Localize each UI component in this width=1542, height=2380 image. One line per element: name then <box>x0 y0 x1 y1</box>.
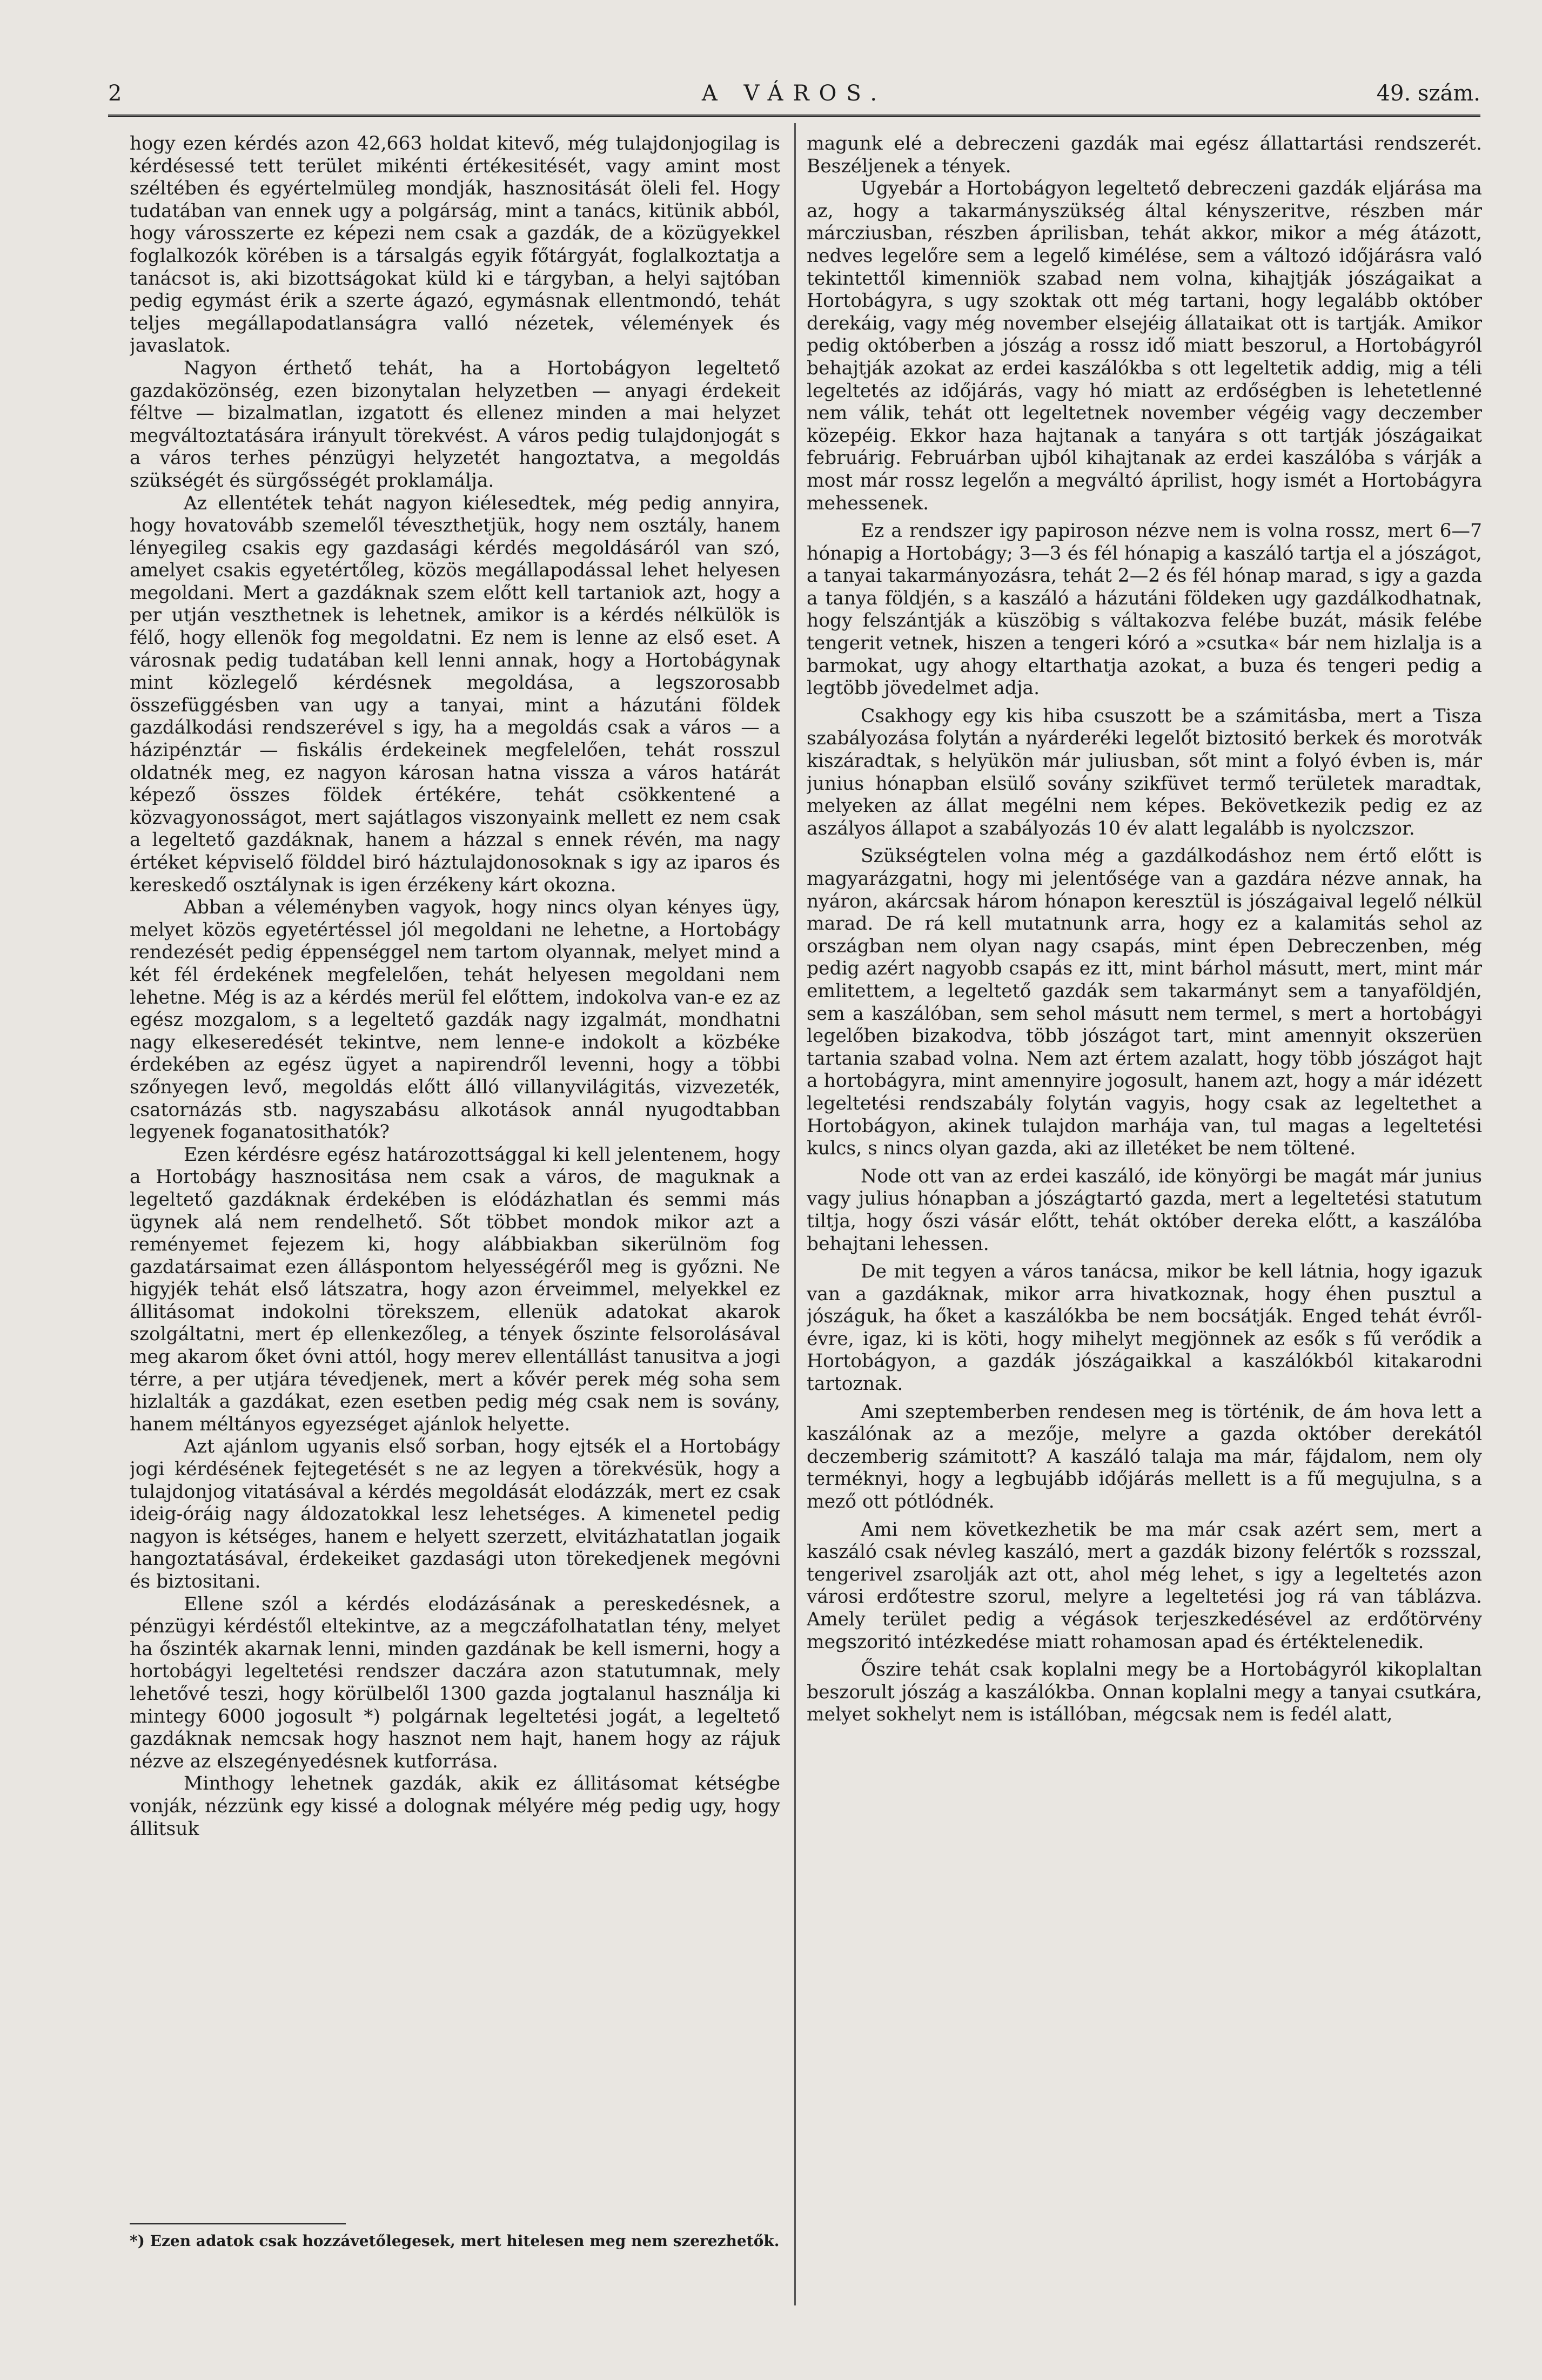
paragraph: Ami nem következhetik be ma már csak azért sem, mert a kaszáló csak névleg kaszáló, mert a gazdák bizony felértők s rozsszal, tengerivel zsarolják azt ott, ahol még lehet, s igy a legeltetés azon városi erdőtestre szorul, melyre a legeltetési jog rá van táblázva. Amely terület pedig a végások terjeszkedésével az erdőtörvény megszoritó intézkedése miatt rohamosan apad és értéktelenedik. <box>807 1518 1482 1653</box>
paragraph: Minthogy lehetnek gazdák, akik ez állitásomat kétségbe vonják, nézzünk egy kissé a dolognak mélyére még pedig ugy, hogy állitsuk <box>130 1773 780 1840</box>
newspaper-title: A VÁROS. <box>701 81 887 106</box>
paragraph: hogy ezen kérdés azon 42,663 holdat kitevő, még tulajdonjogilag is kérdésessé tett terület mikénti értékesitését, vagy amint most széltében és egyértelmüleg mondják, hasznositását öleli fel. Hogy tudatában van ennek ugy a polgárság, mint a tanács, kitünik abból, hogy városszerte ez képezi nem csak a gazdák, de a közügyekkel foglalkozók körében is a társalgás egyik főtárgyát, foglalkoztatja a tanácsot is, aki bizottságokat küld ki e tárgyban, a helyi sajtóban pedig egymást érik a szerte ágazó, egymásnak ellentmondó, tehát teljes megállapodatlanságra valló nézetek, vélemények és javaslatok. <box>130 133 780 357</box>
paragraph: Abban a véleményben vagyok, hogy nincs olyan kényes ügy, melyet közös egyetértéssel jól megoldani ne lehetne, a Hortobágy rendezését pedig éppenséggel nem tartom olyannak, melyet mind a két fél érdekének megfelelően, tehát helyesen megoldani nem lehetne. Még is az a kérdés merül fel előttem, indokolva van-e ez az egész mozgalom, s a legeltető gazdák nagy izgalmát, mondhatni nagy elkeseredését tekintve, nem lenne-e indokolt a közbéke érdekében az egész ügyet a napirendről levenni, hogy a többi szőnyegen levő, megoldás előtt álló villanyvilágitás, vizvezeték, csatornázás stb. nagyszabásu alkotások annál nyugodtabban legyenek foganatosithatók? <box>130 897 780 1144</box>
paragraph: Nagyon érthető tehát, ha a Hortobágyon legeltető gazdaközönség, ezen bizonytalan helyzetben — anyagi érdekeit féltve — bizalmatlan, izgatott és ellenez minden a mai helyzet megváltoztatására irányult törekvést. A város pedig tulajdonjogát s a város terhes pénzügyi helyzetét hangoztatva, a megoldás szükségét és sürgősségét proklamálja. <box>130 357 780 492</box>
paragraph: De mit tegyen a város tanácsa, mikor be kell látnia, hogy igazuk van a gazdáknak, mikor arra hivatkoznak, hogy éhen pusztul a jószáguk, ha őket a kaszálókba be nem bocsátják. Enged tehát évről-évre, igaz, ki is köti, hogy mihelyt megjönnek az esők s fű verődik a Hortobágyon, a gazdák jószágaikkal a kaszálókból kitakarodni tartoznak. <box>807 1261 1482 1395</box>
paragraph: Ellene szól a kérdés elodázásának a pereskedésnek, a pénzügyi kérdéstől eltekintve, az a megczáfolhatatlan tény, melyet ha őszinték akarnak lenni, minden gazdának be kell ismerni, hogy a hortobágyi legeltetési rendszer daczára azon statutumnak, mely lehetővé teszi, hogy körülbelől 1300 gazda jogtalanul használja ki mintegy 6000 jogosult *) polgárnak legeltetési jogát, a legeltető gazdáknak nemcsak hogy hasznot nem hajt, hanem hogy az rájuk nézve az elszegényedésnek kutforrása. <box>130 1593 780 1772</box>
footnote: *) Ezen adatok csak hozzávetőlegesek, mert hitelesen meg nem szerezhetők. <box>130 2232 780 2250</box>
paragraph: Az ellentétek tehát nagyon kiélesedtek, még pedig annyira, hogy hovatovább szemelől téveszthetjük, hogy nem osztály, hanem lényegileg csakis egy gazdasági kérdés megoldásáról van szó, amelyet csakis egyetértőleg, közös megállapodással lehet helyesen megoldani. Mert a gazdáknak szem előtt kell tartaniok azt, hogy a per utján veszthetnek is lehetnek, amikor is a kérdés nélkülök is félő, hogy ellenök fog megoldatni. Ez nem is lenne az első eset. A városnak pedig tudatában kell lenni annak, hogy a Hortobágynak mint közlegelő kérdésnek megoldása, a legszorosabb összefüggésben van ugy a tanyai, mint a házutáni földek gazdálkodási rendszerével s igy, ha a megoldás csak a város — a házipénztár — fiskális érdekeinek megfelelően, tehát rosszul oldatnék meg, ez nagyon károsan hatna vissza a város határát képező összes földek értékére, tehát csökkentené a közvagyonosságot, mert sajátlagos viszonyaink mellett ez nem csak a legeltető gazdáknak, hanem a házzal s ennek révén, ma nagy értéket képviselő földdel biró háztulajdonosoknak s igy az iparos és kereskedő osztálynak is igen érzékeny kárt okozna. <box>130 492 780 896</box>
header-rule <box>108 115 1480 117</box>
paragraph: magunk elé a debreczeni gazdák mai egész állattartási rendszerét. Beszéljenek a tények. <box>807 133 1482 177</box>
page-header <box>108 81 1480 113</box>
footnote-rule <box>130 2223 346 2224</box>
paragraph: Szükségtelen volna még a gazdálkodáshoz nem értő előtt is magyarázgatni, hogy mi jelentősége van a gazdára nézve annak, ha nyáron, akárcsak három hónapon keresztül is jószágaival legelő nélkül marad. De rá kell mutatnunk arra, hogy ez a kalamitás sehol az országban nem olyan nagy csapás, mint épen Debreczenben, még pedig azért nagyobb csapás ez itt, mint bárhol másutt, mert, mint már emlitettem, a legeltető gazdák sem takarmányt sem a tanyaföldjén, sem a kaszálóban, sem sehol másutt nem termel, s mert a hortobágyi legelőben bizakodva, több jószágot tart, mint amennyit okszerüen tartania szabad volna. Nem azt értem azalatt, hogy több jószágot hajt a hortobágyra, mint amennyire jogosult, hanem azt, hogy a már idézett legeltetési rendszabály folytán vagyis, hogy csak az legeltethet a Hortobágyon, akinek tulajdon marhája van, tul magas a legeltetési kulcs, s nincs olyan gazda, aki az illetéket be nem töltené. <box>807 845 1482 1160</box>
paragraph: Azt ajánlom ugyanis első sorban, hogy ejtsék el a Hortobágy jogi kérdésének fejtegetését s ne az legyen a törekvésük, hogy a tulajdonjog vitatásával a kérdés megoldását elodázzák, mert ez csak ideig-óráig nagy áldozatokkal lesz lehetséges. A kimenetel pedig nagyon is kétséges, hanem e helyett szerzett, elvitázhatatlan jogaik hangoztatásával, érdekeiket gazdasági uton törekedjenek megóvni és biztositani. <box>130 1436 780 1592</box>
paragraph: Csakhogy egy kis hiba csuszott be a számitásba, mert a Tisza szabályozása folytán a nyárderéki legelőt biztositó berkek és morotvák kiszáradtak, s helyükön már juliusban, sőt mint a folyó évben is, már junius hónapban elsülő sovány szikfüvet termő területek maradtak, melyeken az állat megélni nem képes. Bekövetkezik pedig ez az aszályos állapot a szabályozás 10 év alatt legalább is nyolczszor. <box>807 705 1482 839</box>
paragraph: Őszire tehát csak koplalni megy be a Hortobágyról kikoplaltan beszorult jószág a kaszálókba. Onnan koplalni megy a tanyai csutkára, melyet sokhelyt nem is istállóban, mégcsak nem is fedél alatt, <box>807 1659 1482 1726</box>
paragraph: Ezen kérdésre egész határozottsággal ki kell jelentenem, hogy a Hortobágy hasznositása nem csak a város, de maguknak a legeltető gazdáknak érdekében is elódázhatlan és semmi más ügynek alá nem rendelhető. Sőt többet mondok mikor azt a reményemet fejezem ki, hogy alábbiakban sikerülnöm fog gazdatársaimat ezen álláspontom helyességéről meg is győzni. Ne higyjék tehát első látszatra, hogy azon érveimmel, melyekkel ez állitásomat indokolni törekszem, ellenük adatokat akarok szolgáltatni, mert ép ellenkezőleg, a tények őszinte felsorolásával meg akarom őket óvni attól, hogy merev ellentállást tanusitva a jogi térre, a per utjára tévedjenek, mert a kővér perek még soha sem hizlalták a gazdákat, ezen esetben pedig még csak nem is sovány, hanem méltányos egyezséget ajánlok helyette. <box>130 1144 780 1435</box>
paragraph: Ugyebár a Hortobágyon legeltető debreczeni gazdák eljárása ma az, hogy a takarmányszükség által kényszeritve, részben már márcziusban, részben áprilisban, tehát akkor, mikor a még átázott, nedves legelőre sem a legelő kimélése, sem a változó időjárásra való tekintettől kimenniök szabad nem volna, kihajtják jószágaikat a Hortobágyra, s ugy szoktak ott még tartani, hogy legalább október derekáig, vagy még november elsejéig állataikat ott is tartják. Amikor pedig októberben a jószág a rossz idő miatt beszorul, a Hortobágyról behajtják azokat az erdei kaszálókba s ott legeltetik addig, mig a téli legeltetés az időjárás, vagy hó miatt az erdőségben is lehetetlenné nem válik, tehát ott legeltetnek november végéig vagy deczember közepéig. Ekkor haza hajtanak a tanyára s ott tartják jószágaikat februárig. Februárban ujból kihajtanak az erdei kaszálóba s várják a most már rossz legelőn a megváltó áprilist, hogy ismét a Hortobágyra mehessenek. <box>807 178 1482 514</box>
column-divider <box>794 123 796 2305</box>
right-column <box>807 133 1482 2321</box>
paragraph: Ez a rendszer igy papiroson nézve nem is volna rossz, mert 6—7 hónapig a Hortobágy; 3—3 és fél hónapig a kaszáló tartja el a jószágot, a tanyai takarmányozásra, tehát 2—2 és fél hónap marad, s igy a gazda a tanya földjén, s a kaszáló a házutáni földeken ugy gazdálkodhatnak, hogy felszántják a küszöbig s váltakozva felébe buzát, másik felébe tengerit vetnek, hiszen a tengeri kóró a »csutka« bár nem hizlalja is a barmokat, ugy ahogy eltarthatja azokat, a buza és tengeri pedig a legtöbb jövedelmet adja. <box>807 520 1482 700</box>
paragraph: Ami szeptemberben rendesen meg is történik, de ám hova lett a kaszálónak az a mezője, melyre a gazda október derekától deczemberig számitott? A kaszáló talaja ma már, fájdalom, nem oly terméknyi, hogy a legbujább időjárás mellett is a fű megujulna, s a mező ott pótlódnék. <box>807 1401 1482 1513</box>
paragraph: Node ott van az erdei kaszáló, ide könyörgi be magát már junius vagy julius hónapban a jószágtartó gazda, mert a legeltetési statutum tiltja, hogy őszi vásár előtt, tehát október dereka előtt, a kaszálóba behajtani lehessen. <box>807 1165 1482 1255</box>
left-column <box>130 133 780 2213</box>
issue-number: 49. szám. <box>1376 81 1480 106</box>
page-number: 2 <box>108 81 122 106</box>
